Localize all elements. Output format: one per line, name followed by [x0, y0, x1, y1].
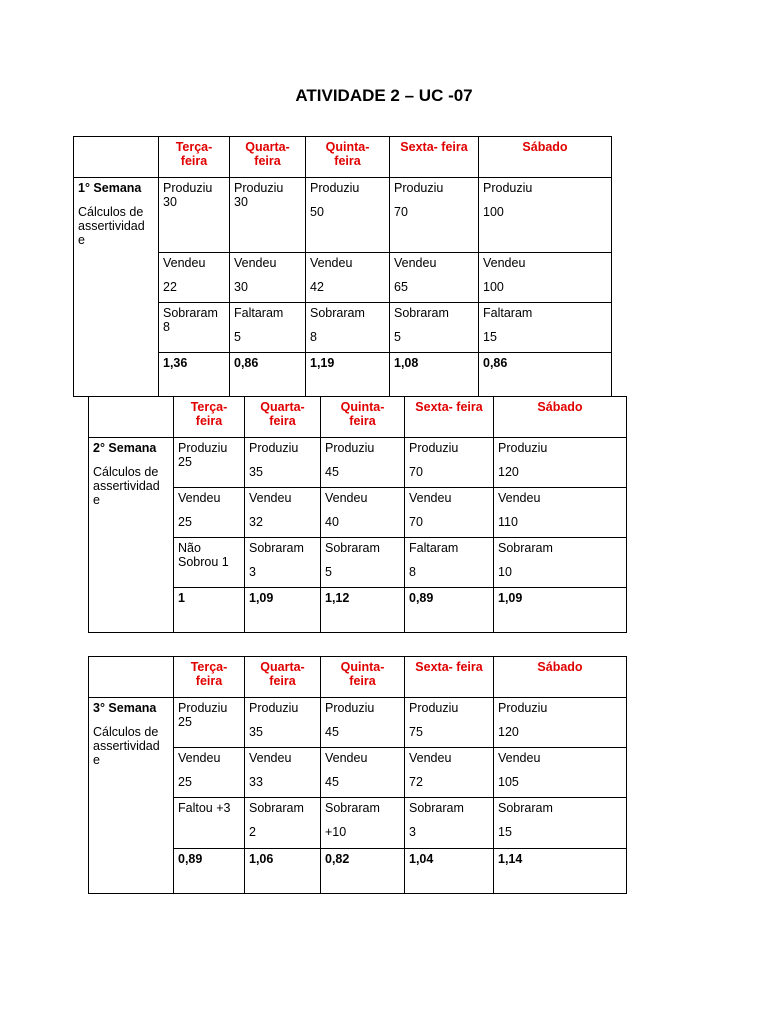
sold-cell: [230, 253, 306, 303]
header-friday: Sexta- feira: [405, 397, 494, 438]
cell-value: 5: [234, 330, 241, 344]
cell-value: 2: [249, 825, 256, 839]
sold-cell: [494, 748, 627, 798]
cell-value: 72: [409, 775, 423, 789]
ratio-cell: 1,09: [494, 588, 627, 633]
produced-cell: [230, 178, 306, 253]
week-title: 2° Semana: [93, 441, 157, 455]
remainder-cell: [479, 303, 612, 353]
remainder-cell: [390, 303, 479, 353]
cell-label: Produziu: [483, 181, 533, 195]
ratio-cell: 1,04: [405, 849, 494, 894]
cell-value: 25: [178, 515, 192, 529]
ratio-cell: 1,19: [306, 353, 390, 397]
cell-value: 33: [249, 775, 263, 789]
remainder-cell: [245, 538, 321, 588]
cell-label: Produziu: [325, 441, 375, 455]
sold-cell: [479, 253, 612, 303]
cell-label: Sobraram: [498, 801, 553, 815]
cell-value: 8: [310, 330, 317, 344]
cell-label: Vendeu: [310, 256, 353, 270]
ratio-cell: 1,36: [159, 353, 230, 397]
week-3-table: [88, 656, 627, 894]
produced-cell: [174, 698, 245, 748]
cell-label: Faltaram: [234, 306, 284, 320]
cell-value: 70: [409, 465, 423, 479]
cell-value: 25: [178, 455, 192, 469]
corner-cell: [89, 397, 174, 438]
cell-label: Vendeu: [394, 256, 437, 270]
header-saturday: Sábado: [494, 397, 627, 438]
cell-label: Produziu: [409, 441, 459, 455]
sold-cell: [245, 488, 321, 538]
cell-value: 30: [234, 280, 248, 294]
cell-value: 8: [409, 565, 416, 579]
cell-value: 110: [498, 515, 518, 529]
cell-label: Produziu: [498, 441, 548, 455]
produced-cell: [245, 698, 321, 748]
produced-cell: [245, 438, 321, 488]
remainder-cell: [494, 538, 627, 588]
page-title: ATIVIDADE 2 – UC -07: [295, 86, 473, 105]
cell-label: Vendeu: [178, 751, 221, 765]
cell-value: 45: [325, 725, 339, 739]
cell-value: 120: [498, 465, 519, 479]
cell-value: 105: [498, 775, 519, 789]
produced-cell: [159, 178, 230, 253]
produced-cell: [494, 698, 627, 748]
sold-cell: [174, 488, 245, 538]
cell-label: Faltaram: [409, 541, 459, 555]
cell-label: Produziu: [234, 181, 284, 195]
cell-value: 100: [483, 205, 504, 219]
cell-value: 35: [249, 725, 263, 739]
remainder-cell: [174, 538, 245, 588]
cell-label: Produziu: [178, 701, 228, 715]
header-wednesday: Quarta- feira: [245, 397, 321, 438]
header-thursday: Quinta- feira: [306, 137, 390, 178]
cell-value: 30: [163, 195, 177, 209]
remainder-cell: [245, 798, 321, 849]
cell-label: Produziu: [310, 181, 360, 195]
produced-cell: [405, 438, 494, 488]
cell-value: 45: [325, 775, 339, 789]
cell-label: Vendeu: [234, 256, 277, 270]
produced-cell: [306, 178, 390, 253]
cell-label: Sobraram: [325, 541, 380, 555]
produced-cell: [390, 178, 479, 253]
cell-label: Vendeu: [483, 256, 526, 270]
remainder-cell: [174, 798, 245, 849]
cell-label: Sobraram: [310, 306, 365, 320]
week-label: [74, 178, 159, 397]
ratio-cell: 0,89: [174, 849, 245, 894]
week-2-table: [88, 396, 627, 633]
cell-label: Produziu: [249, 701, 299, 715]
remainder-cell: [494, 798, 627, 849]
cell-label: Produziu: [178, 441, 228, 455]
cell-label: Vendeu: [163, 256, 206, 270]
cell-label: Vendeu: [249, 751, 292, 765]
header-tuesday: Terça- feira: [174, 397, 245, 438]
produced-cell: [405, 698, 494, 748]
cell-value: 15: [498, 825, 512, 839]
week-title: 3° Semana: [93, 701, 157, 715]
ratio-cell: 0,86: [479, 353, 612, 397]
header-saturday: Sábado: [479, 137, 612, 178]
cell-label: Sobraram: [249, 541, 304, 555]
remainder-cell: [321, 538, 405, 588]
cell-value: 75: [409, 725, 423, 739]
remainder-cell: [230, 303, 306, 353]
week-1-table: [73, 136, 612, 397]
sold-cell: [245, 748, 321, 798]
cell-label: Produziu: [498, 701, 548, 715]
cell-label: Vendeu: [178, 491, 221, 505]
sold-cell: [405, 488, 494, 538]
cell-value: 70: [394, 205, 408, 219]
cell-value: 65: [394, 280, 408, 294]
header-wednesday: Quarta- feira: [245, 657, 321, 698]
cell-label: Sobraram: [325, 801, 380, 815]
cell-label: Sobraram: [249, 801, 304, 815]
cell-value: 25: [178, 775, 192, 789]
sold-cell: [159, 253, 230, 303]
header-tuesday: Terça- feira: [174, 657, 245, 698]
sold-cell: [390, 253, 479, 303]
ratio-cell: 1: [174, 588, 245, 633]
cell-value: 15: [483, 330, 497, 344]
produced-cell: [174, 438, 245, 488]
produced-cell: [321, 438, 405, 488]
sold-cell: [174, 748, 245, 798]
remainder-cell: [321, 798, 405, 849]
corner-cell: [74, 137, 159, 178]
cell-label: Sobraram: [394, 306, 449, 320]
cell-label: Vendeu: [325, 491, 368, 505]
header-tuesday: Terça- feira: [159, 137, 230, 178]
ratio-cell: 1,14: [494, 849, 627, 894]
ratio-cell: 1,08: [390, 353, 479, 397]
produced-cell: [321, 698, 405, 748]
header-saturday: Sábado: [494, 657, 627, 698]
cell-label: Vendeu: [249, 491, 292, 505]
week-title: 1° Semana: [78, 181, 142, 195]
cell-value: 30: [234, 195, 248, 209]
cell-label: Produziu: [409, 701, 459, 715]
cell-value: 10: [498, 565, 512, 579]
sold-cell: [494, 488, 627, 538]
cell-value: 40: [325, 515, 339, 529]
cell-value: 5: [394, 330, 401, 344]
remainder-cell: [405, 538, 494, 588]
cell-label: Produziu: [325, 701, 375, 715]
ratio-cell: 0,86: [230, 353, 306, 397]
week-label: [89, 438, 174, 633]
cell-label: Sobraram: [498, 541, 553, 555]
cell-value: 32: [249, 515, 263, 529]
remainder-cell: [306, 303, 390, 353]
ratio-cell: 0,89: [405, 588, 494, 633]
sold-cell: [321, 488, 405, 538]
header-thursday: Quinta- feira: [321, 657, 405, 698]
cell-label: Vendeu: [409, 751, 452, 765]
cell-value: +10: [325, 825, 347, 839]
cell-label: Faltaram: [483, 306, 533, 320]
sold-cell: [321, 748, 405, 798]
cell-label: Vendeu: [409, 491, 452, 505]
cell-value: 50: [310, 205, 324, 219]
week-subtitle: Cálculos de assertividad e: [78, 205, 145, 247]
cell-value: 42: [310, 280, 324, 294]
ratio-cell: 1,09: [245, 588, 321, 633]
corner-cell: [89, 657, 174, 698]
cell-label: Produziu: [394, 181, 444, 195]
cell-label: Vendeu: [325, 751, 368, 765]
remainder-cell: [405, 798, 494, 849]
cell-label: Produziu: [163, 181, 213, 195]
header-thursday: Quinta- feira: [321, 397, 405, 438]
cell-label: Sobraram: [163, 306, 218, 320]
cell-label: Vendeu: [498, 751, 541, 765]
header-friday: Sexta- feira: [405, 657, 494, 698]
cell-value: 45: [325, 465, 339, 479]
cell-value: 100: [483, 280, 504, 294]
cell-value: 3: [249, 565, 256, 579]
cell-value: 3: [409, 825, 416, 839]
cell-value: 120: [498, 725, 519, 739]
cell-value: 25: [178, 715, 192, 729]
cell-value: 22: [163, 280, 177, 294]
sold-cell: [306, 253, 390, 303]
week-subtitle: Cálculos de assertividad e: [93, 725, 160, 767]
cell-value: 70: [409, 515, 423, 529]
cell-label: Não Sobrou 1: [178, 541, 229, 569]
header-wednesday: Quarta- feira: [230, 137, 306, 178]
cell-value: 5: [325, 565, 332, 579]
ratio-cell: 1,06: [245, 849, 321, 894]
ratio-cell: 1,12: [321, 588, 405, 633]
cell-label: Sobraram: [409, 801, 464, 815]
ratio-cell: 0,82: [321, 849, 405, 894]
header-friday: Sexta- feira: [390, 137, 479, 178]
cell-value: 35: [249, 465, 263, 479]
week-label: [89, 698, 174, 894]
remainder-cell: [159, 303, 230, 353]
produced-cell: [494, 438, 627, 488]
produced-cell: [479, 178, 612, 253]
sold-cell: [405, 748, 494, 798]
cell-label: Produziu: [249, 441, 299, 455]
week-subtitle: Cálculos de assertividad e: [93, 465, 160, 507]
cell-label: Faltou +3: [178, 801, 231, 815]
cell-label: Vendeu: [498, 491, 541, 505]
cell-value: 8: [163, 320, 170, 334]
